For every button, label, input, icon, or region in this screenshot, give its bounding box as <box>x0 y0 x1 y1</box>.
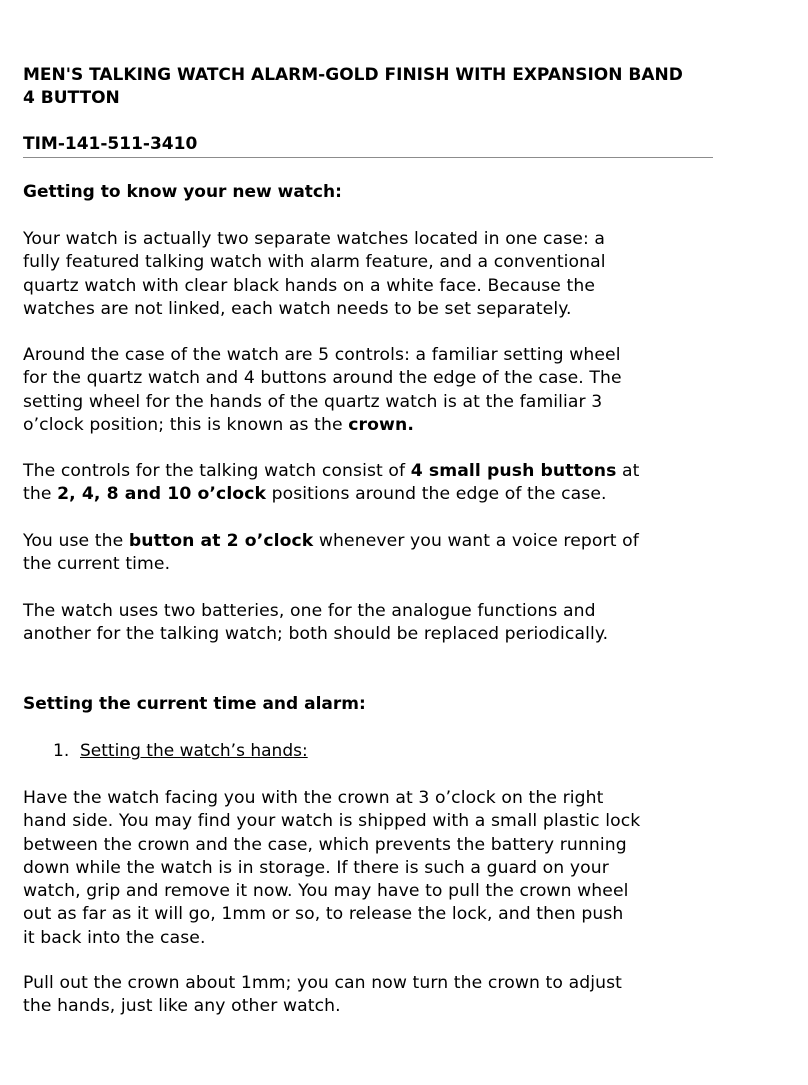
text-line: Pull out the crown about 1mm; you can now turn the crown to adjust <box>23 973 622 993</box>
text-line: The watch uses two batteries, one for the analogue functions and <box>23 601 596 621</box>
text-line: another for the talking watch; both should be replaced periodically. <box>23 624 609 645</box>
product-sku: TIM-141-511-3410 <box>23 134 198 154</box>
text-line: out as far as it will go, 1mm or so, to release the lock, and then push <box>23 904 624 925</box>
paragraph-voice-report <box>23 530 783 577</box>
title-line: 4 BUTTON <box>23 88 120 108</box>
paragraph-batteries <box>23 600 783 647</box>
text-run: whenever you want a voice report of <box>313 531 639 551</box>
horizontal-rule <box>23 157 713 158</box>
text-line: Have the watch facing you with the crown at 3 o’clock on the right <box>23 788 604 808</box>
text-run: The controls for the talking watch consist of <box>23 461 411 481</box>
text-line <box>23 530 783 553</box>
section-heading-intro: Getting to know your new watch: <box>23 182 342 202</box>
bold-term: 4 small push buttons <box>410 461 617 481</box>
text-line: fully featured talking watch with alarm feature, and a conventional <box>23 252 606 273</box>
text-line: the hands, just like any other watch. <box>23 996 341 1017</box>
bold-term: button at 2 o’clock <box>128 531 314 551</box>
text-run: You use the <box>23 531 129 551</box>
text-line: down while the watch is in storage. If there is such a guard on your <box>23 857 609 878</box>
product-title <box>23 64 803 110</box>
text-line <box>23 483 783 506</box>
text-line: the current time. <box>23 554 171 575</box>
text-run: the <box>23 484 58 505</box>
text-line: hand side. You may find your watch is shipped with a small plastic lock <box>23 811 641 832</box>
text-line: it back into the case. <box>23 927 206 948</box>
text-line: for the quartz watch and 4 buttons around the edge of the case. The <box>23 368 622 389</box>
list-item <box>53 740 308 763</box>
list-item-label: Setting the watch’s hands: <box>80 741 308 761</box>
list-number: 1. <box>53 741 70 761</box>
section-heading-setting: Setting the current time and alarm: <box>23 694 366 714</box>
text-line: setting wheel for the hands of the quartz watch is at the familiar 3 <box>23 391 603 412</box>
text-run: o’clock position; this is known as the <box>23 414 349 435</box>
text-line: quartz watch with clear black hands on a white face. Because the <box>23 275 596 296</box>
text-run: positions around the edge of the case. <box>266 484 607 505</box>
text-run: at <box>616 461 640 481</box>
paragraph-controls <box>23 344 783 437</box>
text-line <box>23 414 783 437</box>
text-line: watches are not linked, each watch needs to be set separately. <box>23 298 572 319</box>
paragraph-intro <box>23 228 783 321</box>
bold-term: 2, 4, 8 and 10 o’clock <box>57 484 267 505</box>
paragraph-buttons <box>23 460 783 507</box>
bold-term-crown: crown. <box>348 414 414 435</box>
text-line <box>23 460 783 483</box>
paragraph-adjust-hands <box>23 972 783 1019</box>
title-line: MEN'S TALKING WATCH ALARM-GOLD FINISH WITH EXPANSION BAND <box>23 65 683 85</box>
text-line: between the crown and the case, which prevents the battery running <box>23 834 627 855</box>
text-line: Around the case of the watch are 5 controls: a familiar setting wheel <box>23 345 621 365</box>
paragraph-crown-lock <box>23 787 783 950</box>
text-line: Your watch is actually two separate watches located in one case: a <box>23 229 606 249</box>
text-line: watch, grip and remove it now. You may have to pull the crown wheel <box>23 881 629 902</box>
